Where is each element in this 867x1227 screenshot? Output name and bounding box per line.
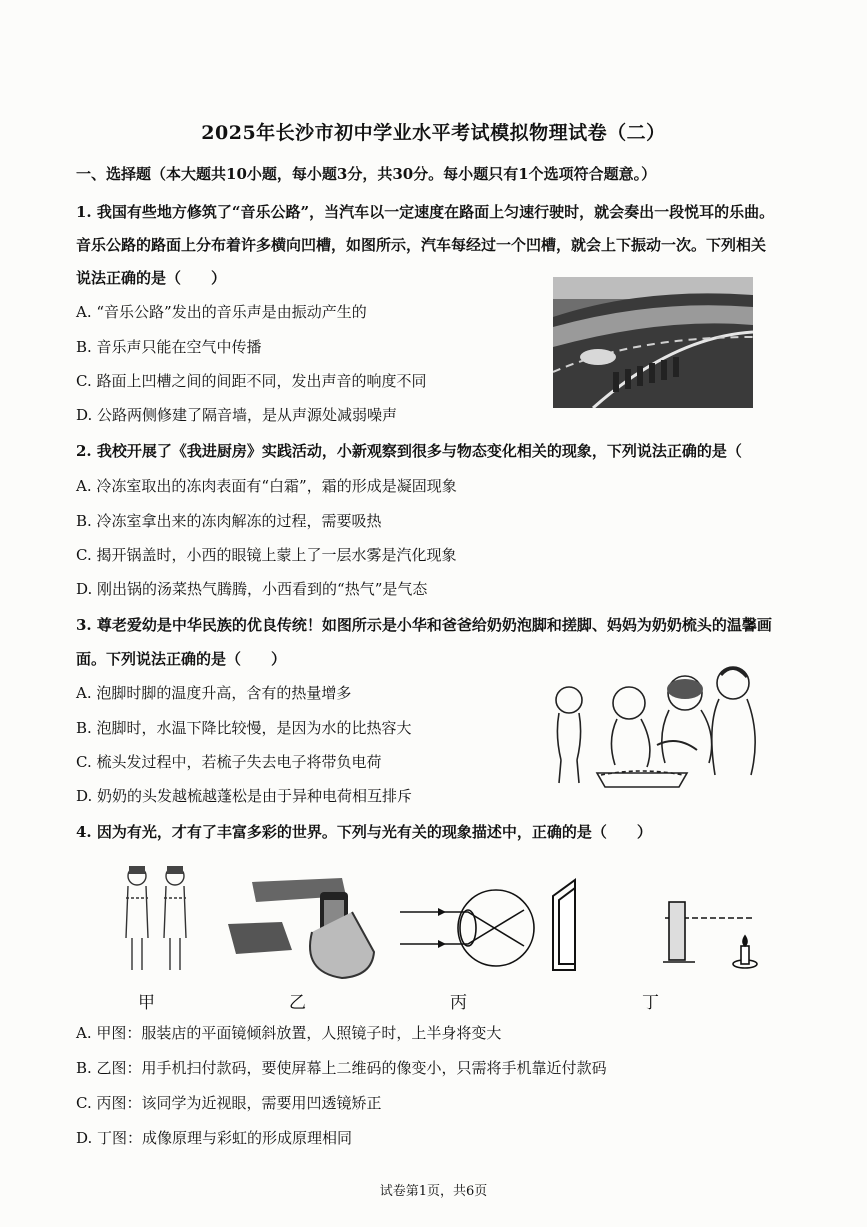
- page-title: 2025年长沙市初中学业水平考试模拟物理试卷（二）: [201, 122, 666, 144]
- q3-stem-line1: 3. 尊老爱幼是中华民族的优良传统！如图所示是小华和爸爸给奶奶泡脚和搓脚、妈妈为奶奶梳头的温馨画: [76, 616, 772, 634]
- section-heading: 一、选择题（本大题共10小题，每小题3分，共30分。每小题只有1个选项符合题意。）: [76, 165, 657, 183]
- family-footbath-illustration: [537, 655, 767, 790]
- q1-stem-line3: 说法正确的是（ ）: [76, 269, 227, 287]
- q1-option-a: A. “音乐公路”发出的音乐声是由振动产生的: [76, 303, 367, 321]
- music-road-photo: [553, 277, 753, 408]
- q3-option-c: C. 梳头发过程中，若梳子失去电子将带负电荷: [76, 753, 382, 771]
- q4-stem: 4. 因为有光，才有了丰富多彩的世界。下列与光有关的现象描述中，正确的是（ ）: [76, 823, 652, 841]
- page-footer: 试卷第1页，共6页: [379, 1184, 488, 1199]
- q3-option-d: D. 奶奶的头发越梳越蓬松是由于异种电荷相互排斥: [76, 787, 413, 805]
- q1-option-b: B. 音乐声只能在空气中传播: [76, 338, 262, 356]
- q2-option-a: A. 冷冻室取出的冻肉表面有“白霜”，霜的形成是凝固现象: [76, 477, 457, 495]
- q2-stem: 2. 我校开展了《我进厨房》实践活动，小新观察到很多与物态变化相关的现象，下列说法正确的是（: [76, 442, 742, 460]
- figure-label-bing: 丙: [450, 993, 467, 1013]
- q4-option-b: B. 乙图：用手机扫付款码，要使屏幕上二维码的像变小，只需将手机靠近付款码: [76, 1059, 607, 1077]
- q3-option-b: B. 泡脚时，水温下降比较慢，是因为水的比热容大: [76, 719, 412, 737]
- q3-stem-line2: 面。下列说法正确的是（ ）: [76, 650, 287, 668]
- figure-label-yi: 乙: [289, 993, 306, 1013]
- q3-option-a: A. 泡脚时脚的温度升高，含有的热量增多: [76, 684, 352, 702]
- q2-option-d: D. 刚出锅的汤菜热气腾腾，小西看到的“热气”是气态: [76, 580, 428, 598]
- q2-option-c: C. 揭开锅盖时，小西的眼镜上蒙上了一层水雾是汽化现象: [76, 546, 457, 564]
- q4-option-c: C. 丙图：该同学为近视眼，需要用凹透镜矫正: [76, 1094, 382, 1112]
- figure-label-jia: 甲: [138, 993, 155, 1013]
- q1-option-d: D. 公路两侧修建了隔音墙，是从声源处减弱噪声: [76, 406, 398, 424]
- figure-yi-phone-scan: [222, 872, 382, 980]
- figure-bing-eye-diagram: [398, 876, 538, 980]
- figure-label-ding: 丁: [642, 993, 659, 1013]
- q1-stem-line1: 1. 我国有些地方修筑了“音乐公路”，当汽车以一定速度在路面上匀速行驶时，就会奏出一段悦耳的乐曲。: [76, 203, 775, 221]
- q2-option-b: B. 冷冻室拿出来的冻肉解冻的过程，需要吸热: [76, 512, 382, 530]
- q1-option-c: C. 路面上凹槽之间的间距不同，发出声音的响度不同: [76, 372, 427, 390]
- q1-stem-line2: 音乐公路的路面上分布着许多横向凹槽，如图所示，汽车每经过一个凹槽，就会上下振动一次。下列相关: [76, 236, 767, 254]
- figure-jia-mirror: [112, 858, 202, 976]
- q4-option-d: D. 丁图：成像原理与彩虹的形成原理相同: [76, 1129, 353, 1147]
- figure-ding-pinhole: [545, 872, 775, 976]
- q4-option-a: A. 甲图：服装店的平面镜倾斜放置，人照镜子时，上半身将变大: [76, 1024, 502, 1042]
